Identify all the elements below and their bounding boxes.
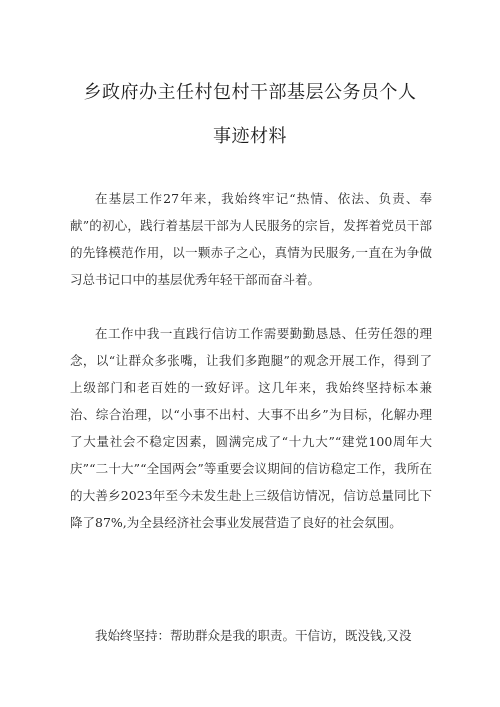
paragraph-1: 在基层工作27年来，我始终牢记“热情、依法、负责、奉献”的初心，践行着基层干部为人民服务的宗旨，发挥着党员干部的先锋模范作用，以一颗赤子之心，真情为民服务,一直在为争做习总书记口中的基层优秀年轻干部而奋斗着。 — [70, 191, 432, 287]
document-title-line-1: 乡政府办主任村包村干部基层公务员个人 — [83, 82, 417, 103]
document-title-line-2: 事迹材料 — [213, 126, 287, 147]
paragraph-2: 在工作中我一直践行信访工作需要勤勤恳恳、任劳任怨的理念，以“让群众多张嘴，让我们多跑腿”的观念开展工作，得到了上级部门和老百姓的一致好评。这几年来，我始终坚持标本兼治、综合治理，以“小事不出村、大事不出乡”为目标，化解办理了大量社会不稳定因素，圆满完成了“十九大”“建党100周年大庆”“二十大”“全国两会”等重要会议期间的信访稳定工作，我所在的大善乡2023年至今未发生赴上三级信访情况，信访总量同比下降了87%,为全县经济社会事业发展营造了良好的社会氛围。 — [70, 326, 432, 530]
paragraph-3: 我始终坚持：帮助群众是我的职责。干信访，既没钱,又没 — [95, 628, 412, 643]
